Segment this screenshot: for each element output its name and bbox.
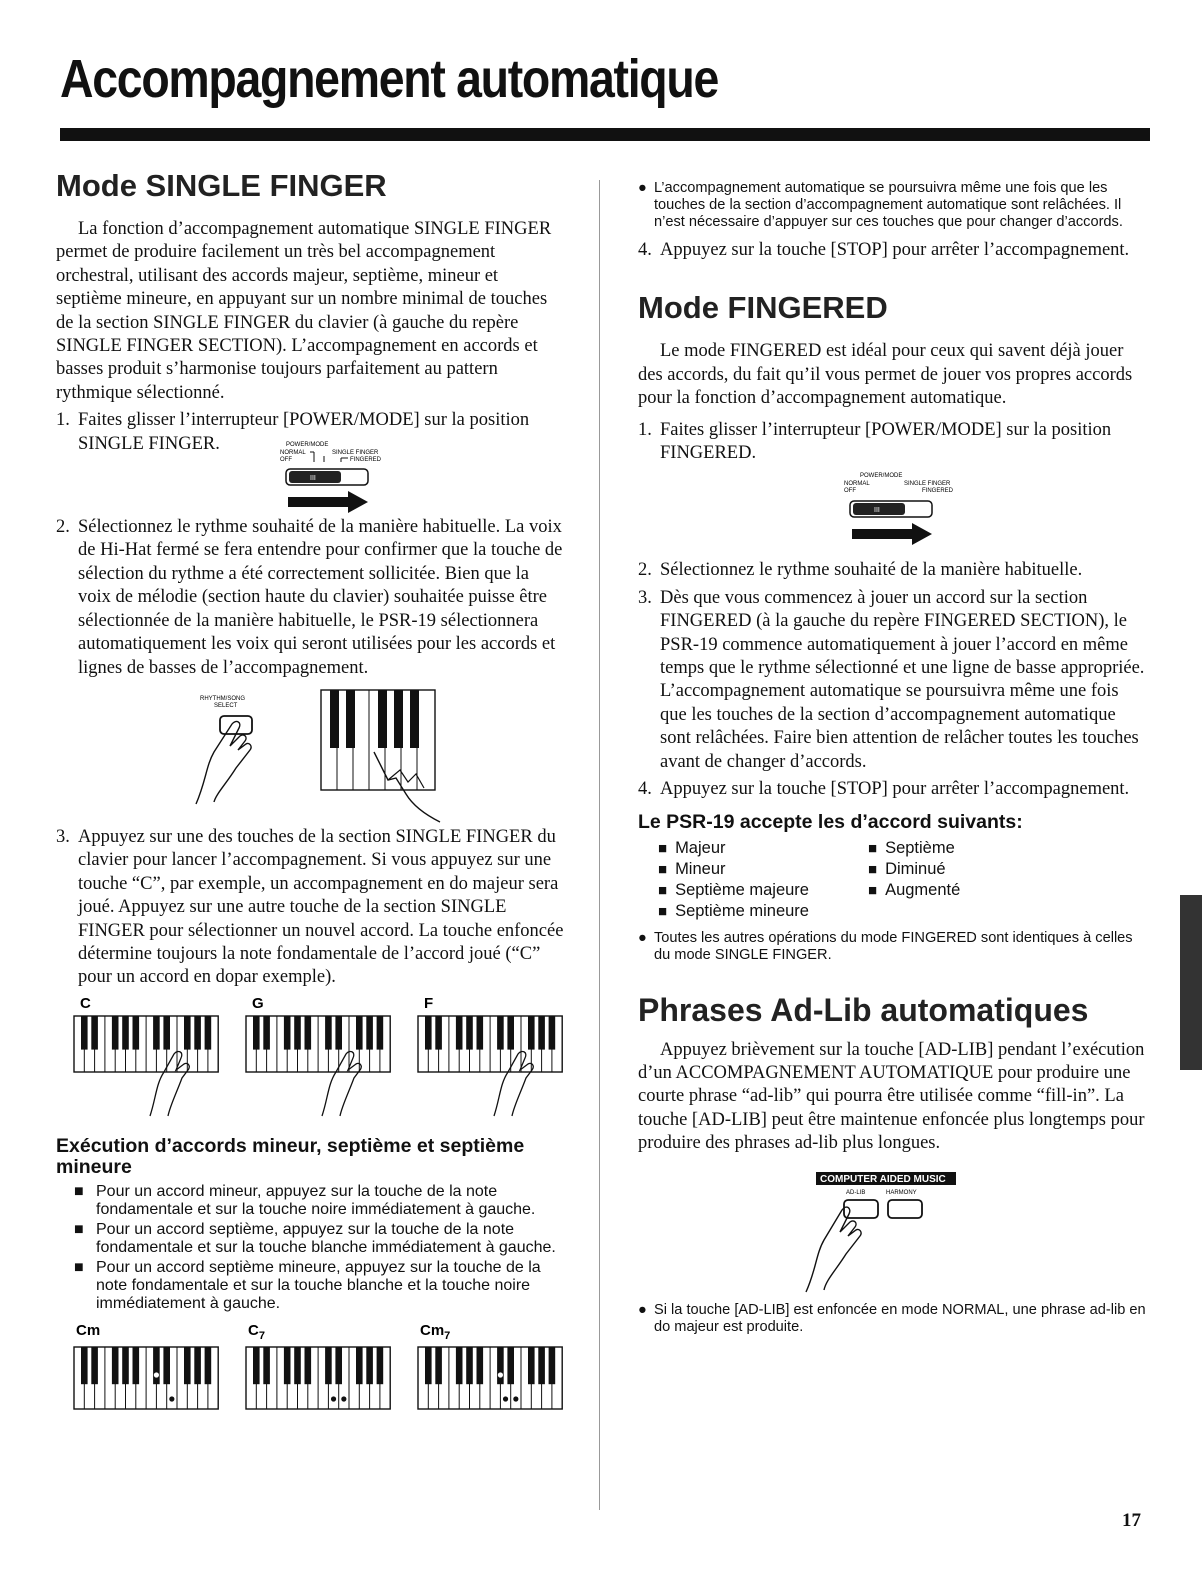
chord-septieme-majeure: ■ Septième majeure (658, 880, 868, 901)
minor-chord-label-1: $C_7$ (248, 1321, 265, 1342)
single-finger-step-4-list (638, 239, 1148, 262)
fingered-step-3: 3. Dès que vous commencez à jouer un accord sur la section FINGERED (à la gauche du repère FINGERED SECTION), le PSR-19 commence automatiquement à jouer l’accord en même temps que le rythme sélectionné et une ligne de basse appropriée. L’accompagnement automatique se poursuivra même une fois que les touches de la section d’accompagnement automatique sont relâchées. Faire bien attention de relâcher toutes les touches avant de changer d’accords. (638, 587, 1145, 772)
minor-item-2: ■ Pour un accord septième, appuyez sur la touche de la note fondamentale et sur la touche blanche immédiatement à gauche. (74, 1220, 556, 1256)
page-title: Accompagnement automatique (60, 49, 719, 109)
note-fingered-identical: ● Toutes les autres opérations du mode FINGERED sont identiques à celles du mode SINGLE FINGER. (638, 929, 1133, 963)
minor-chords-heading: Exécution d’accords mineur, septième et septième mineure (56, 1134, 525, 1178)
chord-keyboards-figure (56, 994, 566, 1130)
fingered-arrow-right-icon (852, 523, 932, 545)
edge-tab (1180, 895, 1202, 1070)
fingered-switch-fingered: FINGERED (922, 488, 954, 495)
chord-keyboard-g (246, 1016, 390, 1072)
adlib-panel-figure (638, 1168, 1148, 1298)
note-auto-continue: ● L’accompagnement automatique se poursuivra même une fois que les touches de la section d’accompagnement automatique sont relâchées. Il n’est nécessaire d’appuyer sur ces touches que pour changer d’accords. (638, 180, 1123, 230)
chord-augmente: ■ Augmenté (868, 880, 1078, 901)
arrow-right-icon (288, 491, 368, 513)
left-column (56, 168, 566, 1421)
accepted-chords-heading: Le PSR-19 accepte les d’accord suivants: (638, 810, 1023, 833)
note-adlib-normal: ● Si la touche [AD-LIB] est enfoncée en mode NORMAL, une phrase ad-lib en do majeur est produite. (638, 1301, 1146, 1335)
fingered-switch-single: SINGLE FINGER (904, 481, 951, 488)
fingered-switch-title: POWER/MODE (860, 473, 903, 480)
minor-chord-keyboard-1 (246, 1347, 390, 1409)
minor-chord-label-0: Cm (76, 1321, 101, 1339)
single-finger-steps-3 (56, 826, 566, 990)
harmony-label: HARMONY (886, 1189, 917, 1196)
fingered-switch-normal: NORMAL (844, 481, 870, 488)
fingered-heading: Mode FINGERED (638, 290, 888, 326)
chord-septieme-mineure: ■ Septième mineure (658, 901, 868, 922)
fingered-steps-1 (638, 419, 1148, 466)
fingered-step-4: 4. Appuyez sur la touche [STOP] pour arrêter l’accompagnement. (638, 779, 1130, 800)
fingered-switch-off: OFF (844, 488, 856, 495)
adlib-label: AD-LIB (846, 1189, 866, 1196)
fingered-step-1: 1. Faites glisser l’interrupteur [POWER/MODE] sur la position FINGERED. (638, 419, 1112, 464)
single-finger-heading: Mode SINGLE FINGER (56, 168, 387, 203)
single-finger-step-4: 4. Appuyez sur la touche [STOP] pour arrêter l’accompagnement. (638, 240, 1130, 260)
chord-septieme: ■ Septième (868, 838, 1078, 859)
chord-majeur: ■ Majeur (658, 838, 868, 859)
page-number: 17 (1122, 1510, 1141, 1531)
rhythm-label-1: RHYTHM/SONG (200, 695, 245, 702)
chord-keyboard-f (418, 1016, 562, 1072)
adlib-hand-icon (806, 1207, 861, 1292)
right-column (638, 180, 1148, 1344)
single-finger-step-1: 1. Faites glisser l’interrupteur [POWER/MODE] sur la position SINGLE FINGER. (56, 410, 530, 454)
single-finger-steps-2 (56, 516, 566, 680)
fingered-switch-figure (638, 469, 1148, 553)
power-mode-single: SINGLE FINGER (332, 450, 379, 457)
fingered-steps-rest (638, 559, 1148, 801)
chord-label-g: G (252, 994, 264, 1012)
minor-item-3: ■ Pour un accord septième mineure, appuyez sur la touche de la note fondamentale et sur la touche blanche et la touche noire immédiatement à gauche. (74, 1258, 541, 1312)
fingered-step-2: 2. Sélectionnez le rythme souhaité de la manière habituelle. (638, 560, 1083, 581)
minor-chords-list (56, 1183, 566, 1313)
minor-chord-keyboard-0 (74, 1347, 218, 1409)
chord-diminue: ■ Diminué (868, 859, 1078, 880)
minor-item-1: ■ Pour un accord mineur, appuyez sur la touche de la note fondamentale et sur la touche noire immédiatement à gauche. (74, 1182, 536, 1218)
column-divider (599, 180, 600, 1510)
accepted-chords-list (658, 838, 1148, 922)
power-mode-normal: NORMAL (280, 450, 306, 457)
rhythm-select-figure (56, 686, 566, 826)
power-mode-off: OFF (280, 457, 292, 464)
harmony-button (888, 1200, 922, 1218)
adlib-heading: Phrases Ad-Lib automatiques (638, 991, 1089, 1028)
chord-keyboard-c (74, 1016, 218, 1072)
adlib-body: Appuyez brièvement sur la touche [AD-LIB] pendant l’exécution d’un ACCOMPAGNEMENT AUTOMATIQUE pour produire une courte phrase “ad-lib” qui pourra être utilisée comme “fill-in”. La touche [AD-LIB] peut être maintenue enfoncée plus longtemps pour produire des phrases ad-lib plus longues. (638, 1039, 1145, 1154)
minor-chord-label-2: $Cm_7$ (420, 1321, 451, 1342)
fingered-intro: Le mode FINGERED est idéal pour ceux qui savent déjà jouer des accords, du fait qu’il vous permet de jouer vos propres accords pour la fonction d’accompagnement automatique. (638, 341, 1133, 409)
single-finger-step-3: 3. Appuyez sur une des touches de la section SINGLE FINGER du clavier pour lancer l’accompagnement. Si vous appuyez sur une touche “C”, par exemple, un accompagnement en do majeur sera joué. Appuyez sur une autre touche de la section SINGLE FINGER pour sélectionner un nouvel accord. La touche enfoncée détermine toujours la note fondamentale de l’accord joué (“C” pour un accord en dopar exemple). (56, 826, 564, 988)
chord-mineur: ■ Mineur (658, 859, 868, 880)
minor-chord-keyboards-figure (56, 1321, 566, 1421)
fingered-switch-marker: III (874, 507, 880, 515)
rhythm-label-2: SELECT (214, 702, 238, 709)
power-mode-fingered: FINGERED (350, 457, 382, 464)
cam-banner: COMPUTER AIDED MUSIC (820, 1173, 946, 1185)
chord-label-f: F (424, 994, 434, 1012)
power-mode-title: POWER/MODE (286, 442, 329, 449)
minor-chord-keyboard-2 (418, 1347, 562, 1409)
chord-label-c: C (80, 994, 91, 1012)
title-rule (60, 128, 1150, 141)
single-finger-step-2: 2. Sélectionnez le rythme souhaité de la manière habituelle. La voix de Hi-Hat fermé se fera entendre pour confirmer que la touche de sélection du rythme a été correctement sollicitée. Bien que la voix de mélodie (section haute du clavier) souhaitée puisse être sélectionnée de la manière habituelle, le PSR-19 sélectionnera automatiquement les voix qui seront utilisées pour les accords et lignes de basses de l’accompagnement. (56, 517, 563, 678)
single-finger-intro: La fonction d’accompagnement automatique SINGLE FINGER permet de produire facilement un très bel accompagnement orchestral, utilisant des accords majeur, septième, mineur et septième mineure, en appuyant sur un nombre minimal de touches de la section SINGLE FINGER du clavier (à gauche du repère SINGLE FINGER SECTION). L’accompagnement en accords et basses produit s’harmonise toujours parfaitement au pattern rythmique sélectionné. (56, 219, 552, 403)
rhythm-select-button (220, 716, 252, 734)
switch-marker: III (310, 475, 316, 483)
